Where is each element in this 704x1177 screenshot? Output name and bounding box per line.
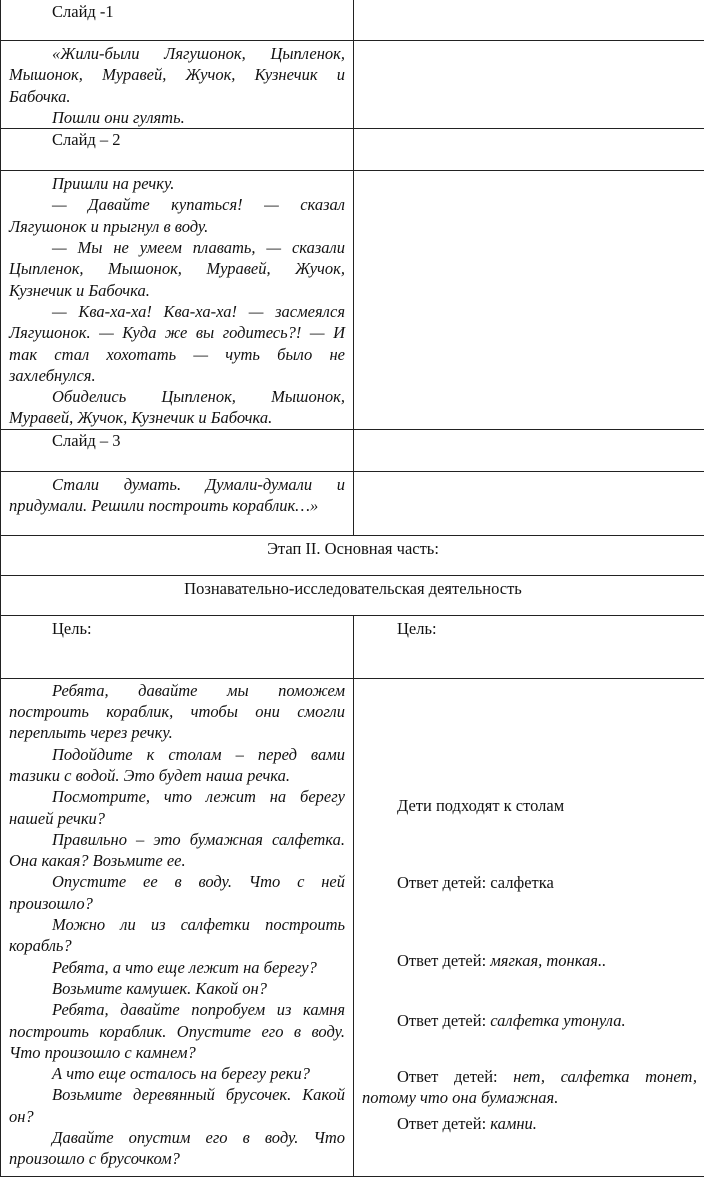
stage-subtitle: Познавательно-исследовательская деятельность: [1, 575, 704, 615]
stage-title-row: [1, 535, 704, 575]
slide1-label: Слайд -1: [9, 0, 345, 22]
answer-label: Ответ детей:: [397, 1114, 486, 1133]
slide1-text-line: Пошли они гулять.: [9, 107, 345, 128]
goal-right-cell: [354, 615, 704, 678]
children-answer-4: [397, 1010, 626, 1031]
children-cell: [354, 678, 704, 1176]
slide3-label-cell: [1, 429, 354, 471]
slide3-text: Стали думать. Думали-думали и придумали. Решили построить кораблик…»: [9, 474, 345, 517]
slide2-text-cell: [1, 171, 354, 430]
slide3-text-cell: [1, 471, 354, 535]
answer-value: салфетка утонула.: [490, 1011, 625, 1030]
children-answer-5: [362, 1066, 697, 1109]
goal-left-cell: [1, 615, 354, 678]
answer-label: Ответ детей:: [397, 1067, 498, 1086]
teacher-line: Подойдите к столам – перед вами тазики с водой. Это будет наша речка.: [9, 744, 345, 787]
slide2-paragraph: Пришли на речку.: [9, 173, 345, 194]
teacher-line: Ребята, давайте попробуем из камня построить кораблик. Опустите его в воду. Что произошло с камнем?: [9, 999, 345, 1063]
slide2-paragraph: — Мы не умеем плавать, — сказали Цыпленок, Мышонок, Муравей, Жучок, Кузнечик и Бабочка.: [9, 237, 345, 301]
answer-label: Ответ детей:: [397, 1011, 486, 1030]
stage-title: Этап II. Основная часть:: [1, 535, 704, 575]
slide1-text-cell: [1, 41, 354, 129]
teacher-line: Давайте опустим его в воду. Что произошло с брусочком?: [9, 1127, 345, 1170]
slide3-header-row: [1, 429, 704, 471]
slide2-header-row: [1, 129, 704, 171]
teacher-line: А что еще осталось на берегу реки?: [9, 1063, 345, 1084]
empty-cell: [354, 0, 704, 41]
slide3-label: Слайд – 3: [9, 430, 345, 451]
goal-row: [1, 615, 704, 678]
teacher-line: Опустите ее в воду. Что с ней произошло?: [9, 871, 345, 914]
slide1-text-row: [1, 41, 704, 129]
empty-cell: [354, 41, 704, 129]
slide2-paragraph: — Давайте купаться! — сказал Лягушонок и прыгнул в воду.: [9, 194, 345, 237]
teacher-line: Ребята, давайте мы поможем построить кораблик, чтобы они смогли переплыть через речку.: [9, 680, 345, 744]
children-answer-1: Дети подходят к столам: [397, 795, 564, 816]
slide1-label-cell: [1, 0, 354, 41]
empty-cell: [354, 171, 704, 430]
slide2-paragraph: — Ква-ха-ха! Ква-ха-ха! — засмеялся Лягушонок. — Куда же вы годитесь?! — И так стал хохотать — чуть было не захлебнулся.: [9, 301, 345, 386]
teacher-cell: [1, 678, 354, 1176]
empty-cell: [354, 429, 704, 471]
answer-value: салфетка: [490, 873, 554, 892]
children-answer-2: [397, 872, 554, 893]
answer-label: Ответ детей:: [397, 873, 486, 892]
empty-cell: [354, 129, 704, 171]
teacher-line: Посмотрите, что лежит на берегу нашей речки?: [9, 786, 345, 829]
slide2-label-cell: [1, 129, 354, 171]
goal-right-label: Цель:: [362, 616, 697, 639]
teacher-line: Ребята, а что еще лежит на берегу?: [9, 957, 345, 978]
answer-value: нет, салфетка тонет, потому что она бумажная.: [362, 1067, 697, 1107]
children-answer-6: [397, 1113, 537, 1134]
teacher-line: Правильно – это бумажная салфетка. Она какая? Возьмите ее.: [9, 829, 345, 872]
teacher-line: Можно ли из салфетки построить корабль?: [9, 914, 345, 957]
goal-left-label: Цель:: [9, 616, 345, 639]
slide1-header-row: [1, 0, 704, 41]
slide3-text-row: [1, 471, 704, 535]
slide2-paragraph: Обиделись Цыпленок, Мышонок, Муравей, Жучок, Кузнечик и Бабочка.: [9, 386, 345, 429]
answer-value: камни.: [490, 1114, 537, 1133]
empty-cell: [354, 471, 704, 535]
teacher-line: Возьмите камушек. Какой он?: [9, 978, 345, 999]
answer-label: Ответ детей:: [397, 951, 486, 970]
answer-value: мягкая, тонкая..: [490, 951, 606, 970]
slide1-text-line: «Жили-были Лягушонок, Цыпленок, Мышонок, Муравей, Жучок, Кузнечик и Бабочка.: [9, 43, 345, 107]
slide2-text-row: [1, 171, 704, 430]
children-answer-3: [397, 950, 606, 971]
slide2-label: Слайд – 2: [9, 129, 345, 150]
teacher-line: Возьмите деревянный брусочек. Какой он?: [9, 1084, 345, 1127]
dialog-row: [1, 678, 704, 1176]
stage-subtitle-row: [1, 575, 704, 615]
